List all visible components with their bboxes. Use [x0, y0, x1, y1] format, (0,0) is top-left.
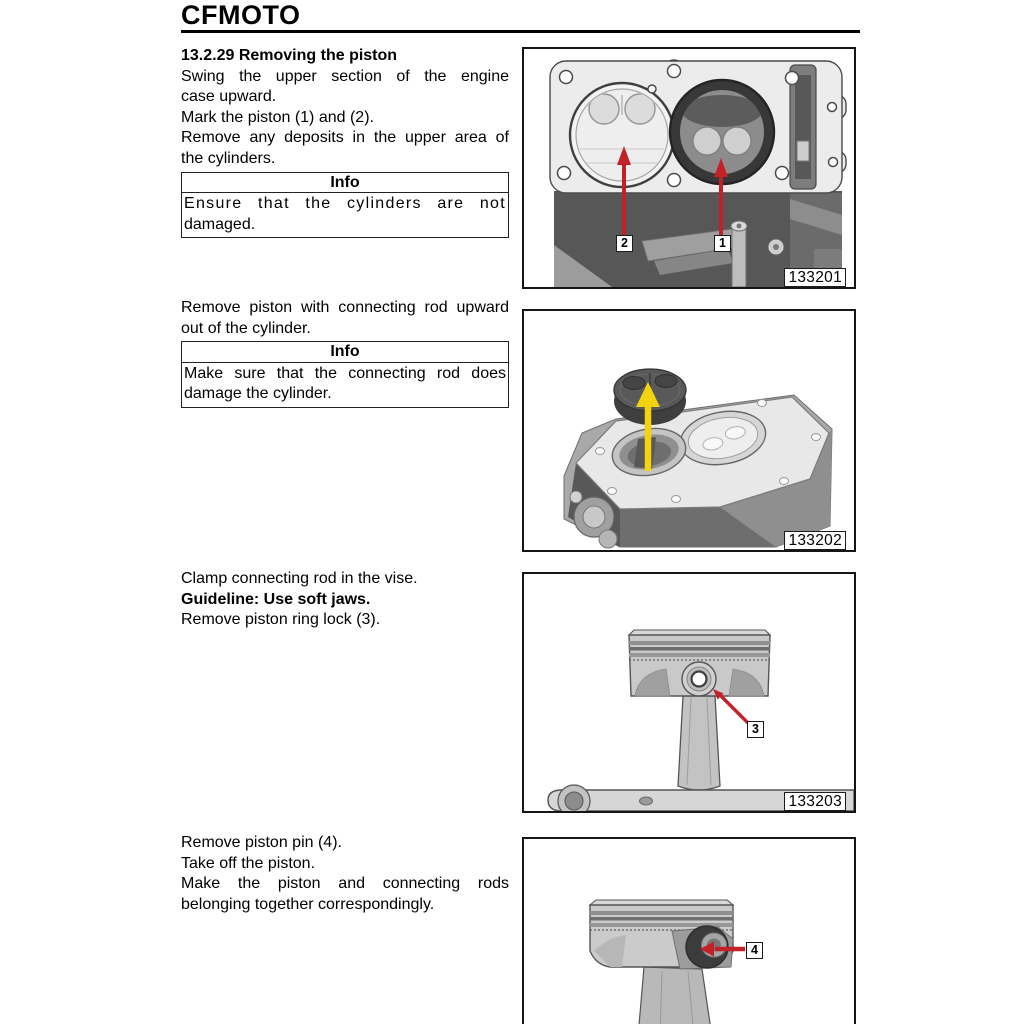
info-box [181, 172, 509, 239]
figure-panel-133201 [522, 47, 856, 289]
instruction-line: Swing the upper section of the engine [181, 67, 509, 85]
callout-3: 3 [747, 721, 764, 738]
engine-block-top-view-illustration [524, 49, 854, 287]
guideline-line: Guideline: Use soft jaws. [181, 590, 371, 608]
instruction-line: Make the piston and connecting rods [181, 875, 509, 893]
instruction-block-2 [181, 298, 509, 408]
figure-number-badge: 133201 [784, 268, 846, 287]
instruction-line: Mark the piston (1) and (2). [181, 108, 374, 126]
figure-number-badge: 133202 [784, 531, 846, 550]
brand-logo: CFMOTO [181, 0, 301, 30]
piston-pin-illustration [524, 839, 854, 1024]
instruction-line: Remove piston with connecting rod upward [181, 299, 509, 316]
instruction-line: Take off the piston. [181, 854, 316, 872]
connecting-rod [638, 967, 712, 1024]
info-box-title: Info [182, 342, 508, 363]
info-line: Ensure that the cylinders are not [184, 195, 506, 213]
instruction-line: Remove piston pin (4). [181, 834, 342, 851]
section-heading: 13.2.29 Removing the piston [181, 47, 398, 64]
info-box [181, 341, 509, 408]
instruction-block-1 [181, 46, 509, 238]
info-box-title: Info [182, 173, 508, 194]
instruction-line: case upward. [181, 88, 277, 106]
piston-pin-boss-with-ring-lock [682, 662, 716, 696]
info-box-body [182, 193, 508, 237]
instruction-block-3 [181, 569, 509, 631]
info-line: damage the cylinder. [184, 385, 332, 403]
connecting-rod [678, 696, 720, 790]
instruction-block-4 [181, 833, 509, 915]
figure-panel-133202 [522, 309, 856, 552]
figure-number-badge: 133203 [784, 792, 846, 811]
instruction-line: out of the cylinder. [181, 319, 311, 337]
instruction-line: the cylinders. [181, 149, 276, 167]
info-line: Make sure that the connecting rod does [184, 364, 506, 382]
instruction-line: Clamp connecting rod in the vise. [181, 570, 418, 587]
instruction-line: Remove piston ring lock (3). [181, 611, 381, 629]
callout-2: 2 [616, 235, 633, 252]
callout-4: 4 [746, 942, 763, 959]
instruction-line: Remove any deposits in the upper area of [181, 129, 509, 147]
instruction-line: belonging together correspondingly. [181, 895, 435, 913]
info-box-body [182, 363, 508, 407]
callout-1: 1 [714, 235, 731, 252]
piston-ring-lock-illustration [524, 574, 854, 811]
figure-panel-piston-pin [522, 837, 856, 1024]
info-line: damaged. [184, 215, 256, 233]
figure-panel-133203 [522, 572, 856, 813]
piston-removal-illustration [524, 311, 854, 550]
header-rule [181, 30, 860, 33]
